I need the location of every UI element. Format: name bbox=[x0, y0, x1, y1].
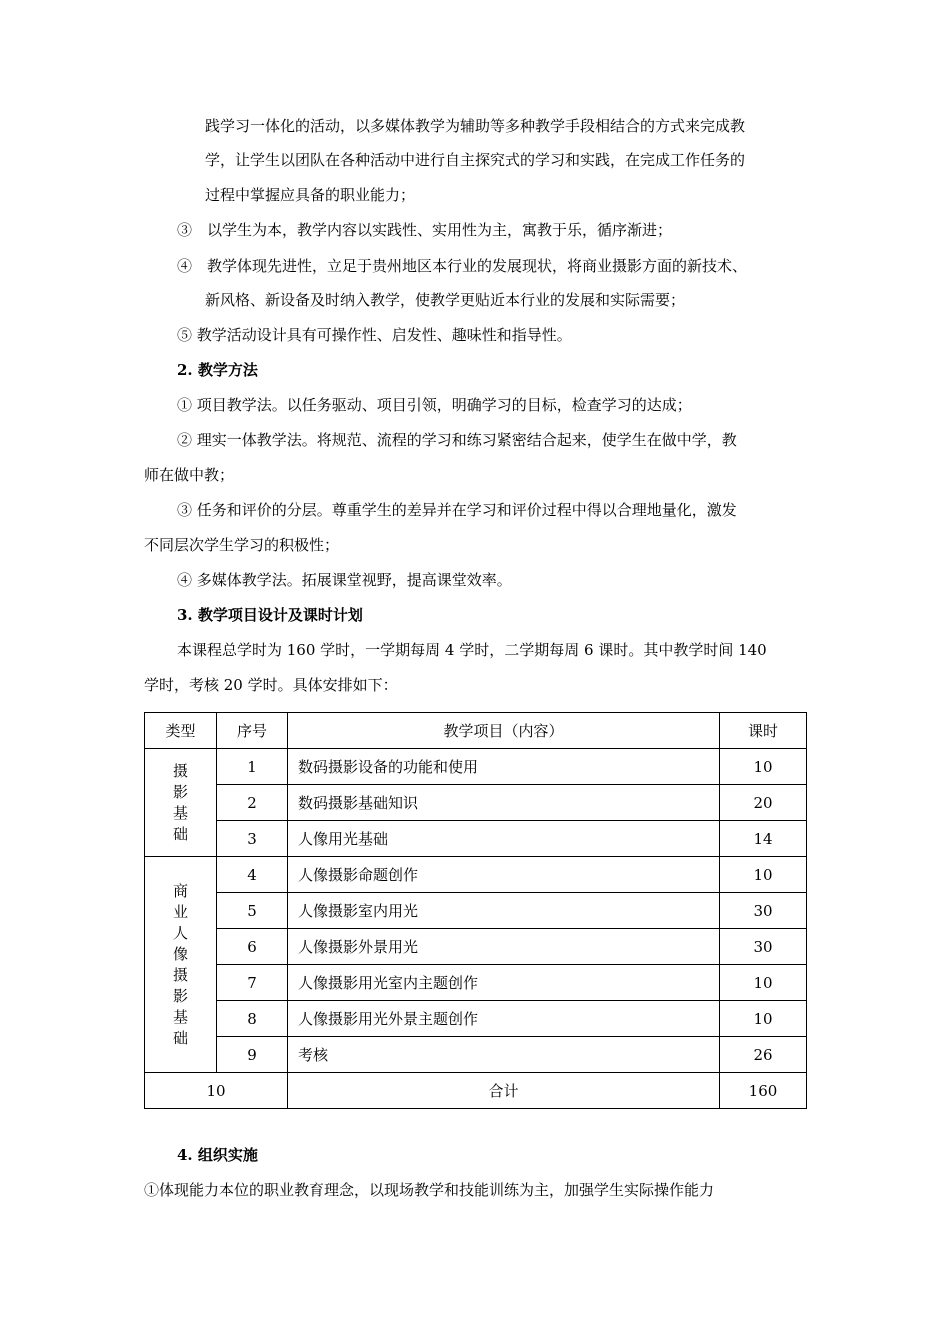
paragraph-line: 学，让学生以团队在各种活动中进行自主探究式的学习和实践，在完成工作任务的 bbox=[205, 151, 746, 169]
table-row bbox=[145, 929, 807, 965]
table-row bbox=[145, 821, 807, 857]
row-number: 3 bbox=[217, 821, 288, 857]
row-hours: 20 bbox=[720, 785, 807, 821]
row-number: 8 bbox=[217, 1001, 288, 1037]
list-item: ④ 教学体现先进性，立足于贵州地区本行业的发展现状，将商业摄影方面的新技术、 bbox=[177, 257, 748, 275]
paragraph-line: 过程中掌握应具备的职业能力； bbox=[205, 186, 416, 204]
row-hours: 14 bbox=[720, 821, 807, 857]
table-row bbox=[145, 1001, 807, 1037]
table-total-row bbox=[145, 1073, 807, 1109]
row-number: 7 bbox=[217, 965, 288, 1001]
table-header-row bbox=[145, 713, 807, 749]
row-number: 6 bbox=[217, 929, 288, 965]
row-item: 人像摄影用光室内主题创作 bbox=[288, 965, 720, 1001]
row-item: 考核 bbox=[288, 1037, 720, 1073]
total-label: 合计 bbox=[288, 1073, 720, 1109]
row-hours: 30 bbox=[720, 929, 807, 965]
section-heading: 2. 教学方法 bbox=[177, 361, 258, 379]
row-number: 5 bbox=[217, 893, 288, 929]
section-heading: 3. 教学项目设计及课时计划 bbox=[177, 606, 363, 624]
row-item: 人像摄影室内用光 bbox=[288, 893, 720, 929]
table-row bbox=[145, 1037, 807, 1073]
table-row bbox=[145, 965, 807, 1001]
row-number: 9 bbox=[217, 1037, 288, 1073]
total-hours: 160 bbox=[720, 1073, 807, 1109]
header-item: 教学项目（内容） bbox=[288, 713, 720, 749]
row-item: 人像摄影外景用光 bbox=[288, 929, 720, 965]
group-commercial-portrait: 商 业 人 像 摄 影 基 础 bbox=[145, 857, 217, 1073]
row-number: 2 bbox=[217, 785, 288, 821]
list-item: ① 项目教学法。以任务驱动、项目引领，明确学习的目标，检查学习的达成； bbox=[177, 396, 692, 414]
header-number: 序号 bbox=[217, 713, 288, 749]
paragraph-line: 本课程总学时为 160 学时，一学期每周 4 学时，二学期每周 6 课时。其中教学时间 140 bbox=[177, 641, 767, 659]
paragraph-line: 践学习一体化的活动，以多媒体教学为辅助等多种教学手段相结合的方式来完成教 bbox=[205, 117, 746, 135]
schedule-table bbox=[144, 712, 807, 1109]
header-hours: 课时 bbox=[720, 713, 807, 749]
row-hours: 30 bbox=[720, 893, 807, 929]
row-number: 1 bbox=[217, 749, 288, 785]
row-hours: 10 bbox=[720, 857, 807, 893]
row-item: 数码摄影基础知识 bbox=[288, 785, 720, 821]
table-row bbox=[145, 785, 807, 821]
table-row bbox=[145, 749, 807, 785]
group-basic-photography: 摄 影 基 础 bbox=[145, 749, 217, 857]
row-hours: 10 bbox=[720, 965, 807, 1001]
row-item: 人像摄影命题创作 bbox=[288, 857, 720, 893]
list-item: ③ 任务和评价的分层。尊重学生的差异并在学习和评价过程中得以合理地量化，激发 bbox=[177, 501, 737, 519]
row-item: 数码摄影设备的功能和使用 bbox=[288, 749, 720, 785]
table-row bbox=[145, 857, 807, 893]
paragraph-line: 学时，考核 20 学时。具体安排如下： bbox=[144, 676, 398, 694]
row-hours: 10 bbox=[720, 1001, 807, 1037]
total-count: 10 bbox=[145, 1073, 288, 1109]
section-heading: 4. 组织实施 bbox=[177, 1146, 258, 1164]
paragraph-line: 不同层次学生学习的积极性； bbox=[144, 536, 340, 554]
paragraph-line: ①体现能力本位的职业教育理念，以现场教学和技能训练为主，加强学生实际操作能力 bbox=[144, 1181, 715, 1199]
table-row bbox=[145, 893, 807, 929]
row-hours: 10 bbox=[720, 749, 807, 785]
paragraph-line: 新风格、新设备及时纳入教学，使教学更贴近本行业的发展和实际需要； bbox=[205, 291, 686, 309]
header-type: 类型 bbox=[145, 713, 217, 749]
paragraph-line: 师在做中教； bbox=[144, 466, 235, 484]
list-item: ⑤ 教学活动设计具有可操作性、启发性、趣味性和指导性。 bbox=[177, 326, 572, 344]
list-item: ③ 以学生为本，教学内容以实践性、实用性为主，寓教于乐，循序渐进； bbox=[177, 221, 673, 239]
list-item: ④ 多媒体教学法。拓展课堂视野，提高课堂效率。 bbox=[177, 571, 512, 589]
row-hours: 26 bbox=[720, 1037, 807, 1073]
row-item: 人像摄影用光外景主题创作 bbox=[288, 1001, 720, 1037]
list-item: ② 理实一体教学法。将规范、流程的学习和练习紧密结合起来，使学生在做中学，教 bbox=[177, 431, 737, 449]
row-item: 人像用光基础 bbox=[288, 821, 720, 857]
row-number: 4 bbox=[217, 857, 288, 893]
